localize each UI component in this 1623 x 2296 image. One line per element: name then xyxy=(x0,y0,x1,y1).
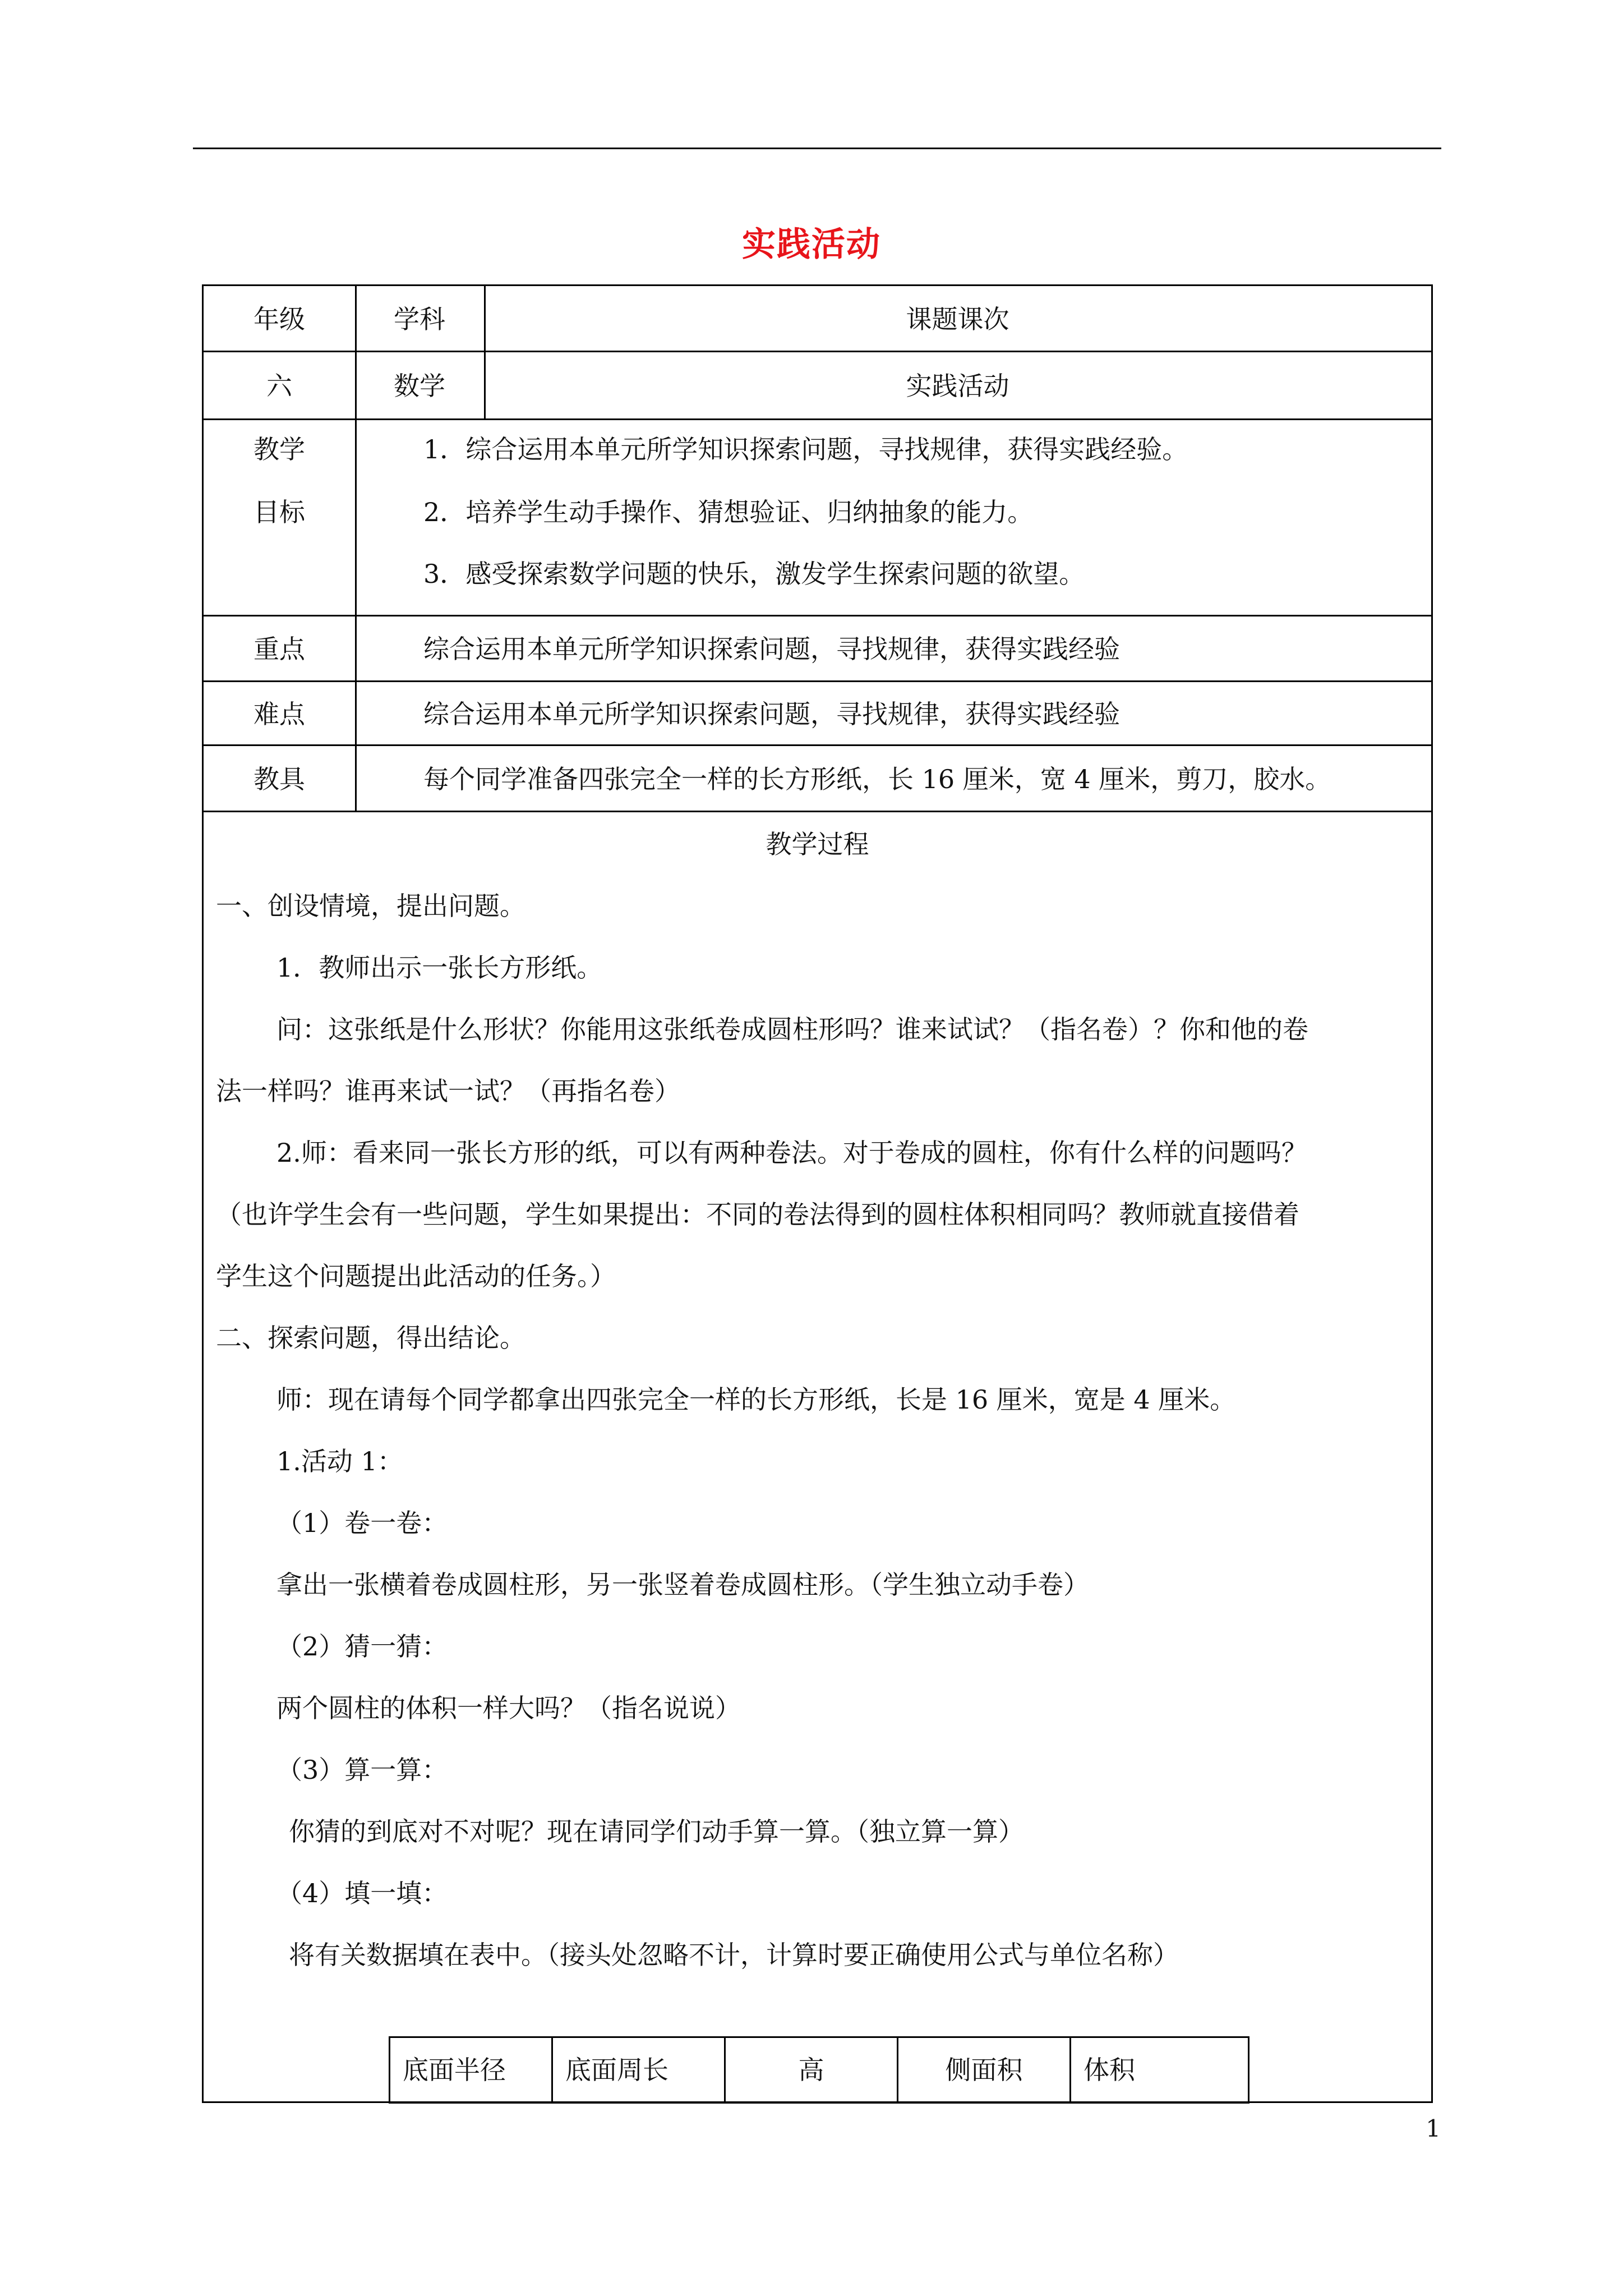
objectives-label: 目标 xyxy=(253,497,305,527)
process-line: 你猜的到底对不对呢？现在请同学们动手算一算。（独立算一算） xyxy=(289,1816,1024,1847)
process-line: 2.师：看来同一张长方形的纸，可以有两种卷法。对于卷成的圆柱，你有什么样的问题吗？ xyxy=(276,1138,1307,1168)
process-line: 一、创设情境，提出问题。 xyxy=(216,891,525,921)
row-divider xyxy=(204,811,1431,812)
objectives-label: 教学 xyxy=(253,434,305,464)
difficulty-text: 综合运用本单元所学知识探索问题，寻找规律，获得实践经验 xyxy=(423,699,1120,729)
process-line: 1．教师出示一张长方形纸。 xyxy=(276,953,603,983)
subject-header: 学科 xyxy=(394,304,445,334)
process-line: 二、探索问题，得出结论。 xyxy=(216,1323,525,1353)
grade-value: 六 xyxy=(266,371,292,401)
page-title: 实践活动 xyxy=(742,225,881,264)
row-divider xyxy=(204,680,1431,682)
process-line: （3）算一算： xyxy=(276,1755,448,1785)
page-number: 1 xyxy=(1426,2115,1441,2142)
process-line: 师：现在请每个同学都拿出四张完全一样的长方形纸，长是 16 厘米，宽是 4 厘米。 xyxy=(276,1384,1236,1415)
objective-item: 2．培养学生动手操作、猜想验证、归纳抽象的能力。 xyxy=(423,497,1034,527)
process-line: （2）猜一猜： xyxy=(276,1631,448,1662)
process-line: 拿出一张横着卷成圆柱形，另一张竖着卷成圆柱形。（学生独立动手卷） xyxy=(276,1570,1089,1600)
objective-item: 1．综合运用本单元所学知识探索问题，寻找规律，获得实践经验。 xyxy=(423,434,1188,464)
row-divider xyxy=(204,418,1431,420)
table-header-cell: 侧面积 xyxy=(898,2038,1071,2102)
process-line: 两个圆柱的体积一样大吗？（指名说说） xyxy=(276,1693,741,1723)
topic-value: 实践活动 xyxy=(906,371,1009,401)
process-heading: 教学过程 xyxy=(766,829,869,859)
materials-label: 教具 xyxy=(253,764,305,794)
objective-item: 3．感受探索数学问题的快乐，激发学生探索问题的欲望。 xyxy=(423,559,1085,589)
materials-text: 每个同学准备四张完全一样的长方形纸，长 16 厘米，宽 4 厘米，剪刀，胶水。 xyxy=(423,764,1331,794)
process-line: 1.活动 1： xyxy=(276,1446,403,1476)
row-divider xyxy=(204,351,1431,352)
row-divider xyxy=(204,744,1431,746)
header-rule xyxy=(193,148,1441,149)
key-point-text: 综合运用本单元所学知识探索问题，寻找规律，获得实践经验 xyxy=(423,634,1120,664)
topic-header: 课题课次 xyxy=(906,304,1009,334)
process-line: 将有关数据填在表中。（接头处忽略不计，计算时要正确使用公式与单位名称） xyxy=(289,1940,1179,1970)
cylinder-data-table xyxy=(389,2036,1249,2104)
table-header-cell: 高 xyxy=(726,2038,898,2102)
table-header-cell: 体积 xyxy=(1083,2055,1135,2085)
lesson-plan-table xyxy=(202,284,1433,2103)
table-header-cell: 底面周长 xyxy=(553,2038,726,2102)
process-line: （1）卷一卷： xyxy=(276,1508,448,1538)
row-divider xyxy=(204,615,1431,616)
table-header-cell: 底面半径 xyxy=(390,2038,553,2102)
subject-value: 数学 xyxy=(394,371,445,401)
process-line: （也许学生会有一些问题，学生如果提出：不同的卷法得到的圆柱体积相同吗？教师就直接借着 xyxy=(216,1199,1299,1230)
grade-header: 年级 xyxy=(253,304,305,334)
process-line: （4）填一填： xyxy=(276,1878,448,1908)
process-line: 法一样吗？谁再来试一试？（再指名卷） xyxy=(216,1076,680,1106)
key-point-label: 重点 xyxy=(253,634,305,664)
process-line: 学生这个问题提出此活动的任务。） xyxy=(216,1261,616,1291)
difficulty-label: 难点 xyxy=(253,699,305,729)
process-line: 问：这张纸是什么形状？你能用这张纸卷成圆柱形吗？谁来试试？（指名卷）？你和他的卷 xyxy=(276,1014,1308,1045)
col-divider xyxy=(355,286,357,811)
